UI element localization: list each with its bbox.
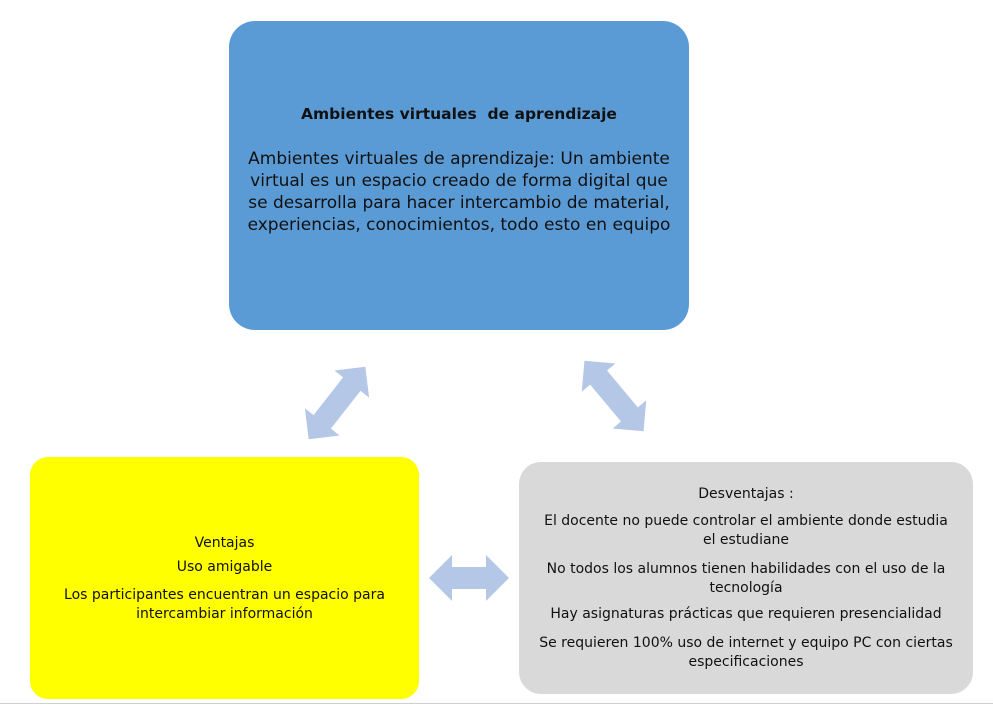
box-ventajas [30, 457, 419, 699]
double-arrow-top-right-group [568, 347, 661, 446]
desventajas-heading: Desventajas : [698, 486, 794, 502]
desventajas-item-2: No todos los alumnos tienen habilidades con el uso de la tecnología [546, 561, 946, 596]
desventajas-item-1: El docente no puede controlar el ambiente donde estudia el estudiane [544, 513, 948, 548]
page-bottom-divider [0, 703, 993, 704]
double-arrow-bottom-group [429, 555, 509, 601]
desventajas-item-4: Se requieren 100% uso de internet y equipo PC con ciertas especificaciones [539, 635, 953, 670]
ventajas-item-2: Los participantes encuentran un espacio para intercambiar información [64, 587, 385, 622]
desventajas-item-3: Hay asignaturas prácticas que requieren presencialidad [550, 606, 942, 622]
double-arrow-bottom [429, 555, 509, 601]
box-description: Ambientes virtuales de aprendizaje: Un ambiente virtual es un espacio creado de forma digital que se desarrolla para hacer intercambio de material, experiencias, conocimientos, todo esto en equipo [247, 149, 671, 235]
box-title: Ambientes virtuales de aprendizaje [301, 105, 617, 123]
ventajas-item-1: Uso amigable [176, 559, 273, 575]
box-desventajas [519, 462, 973, 694]
double-arrow-top-left-group [291, 353, 382, 453]
ventajas-heading: Ventajas [194, 535, 255, 551]
box-ambientes-virtuales [229, 21, 689, 330]
double-arrow-top-left [291, 353, 382, 453]
double-arrow-top-right [568, 347, 661, 446]
